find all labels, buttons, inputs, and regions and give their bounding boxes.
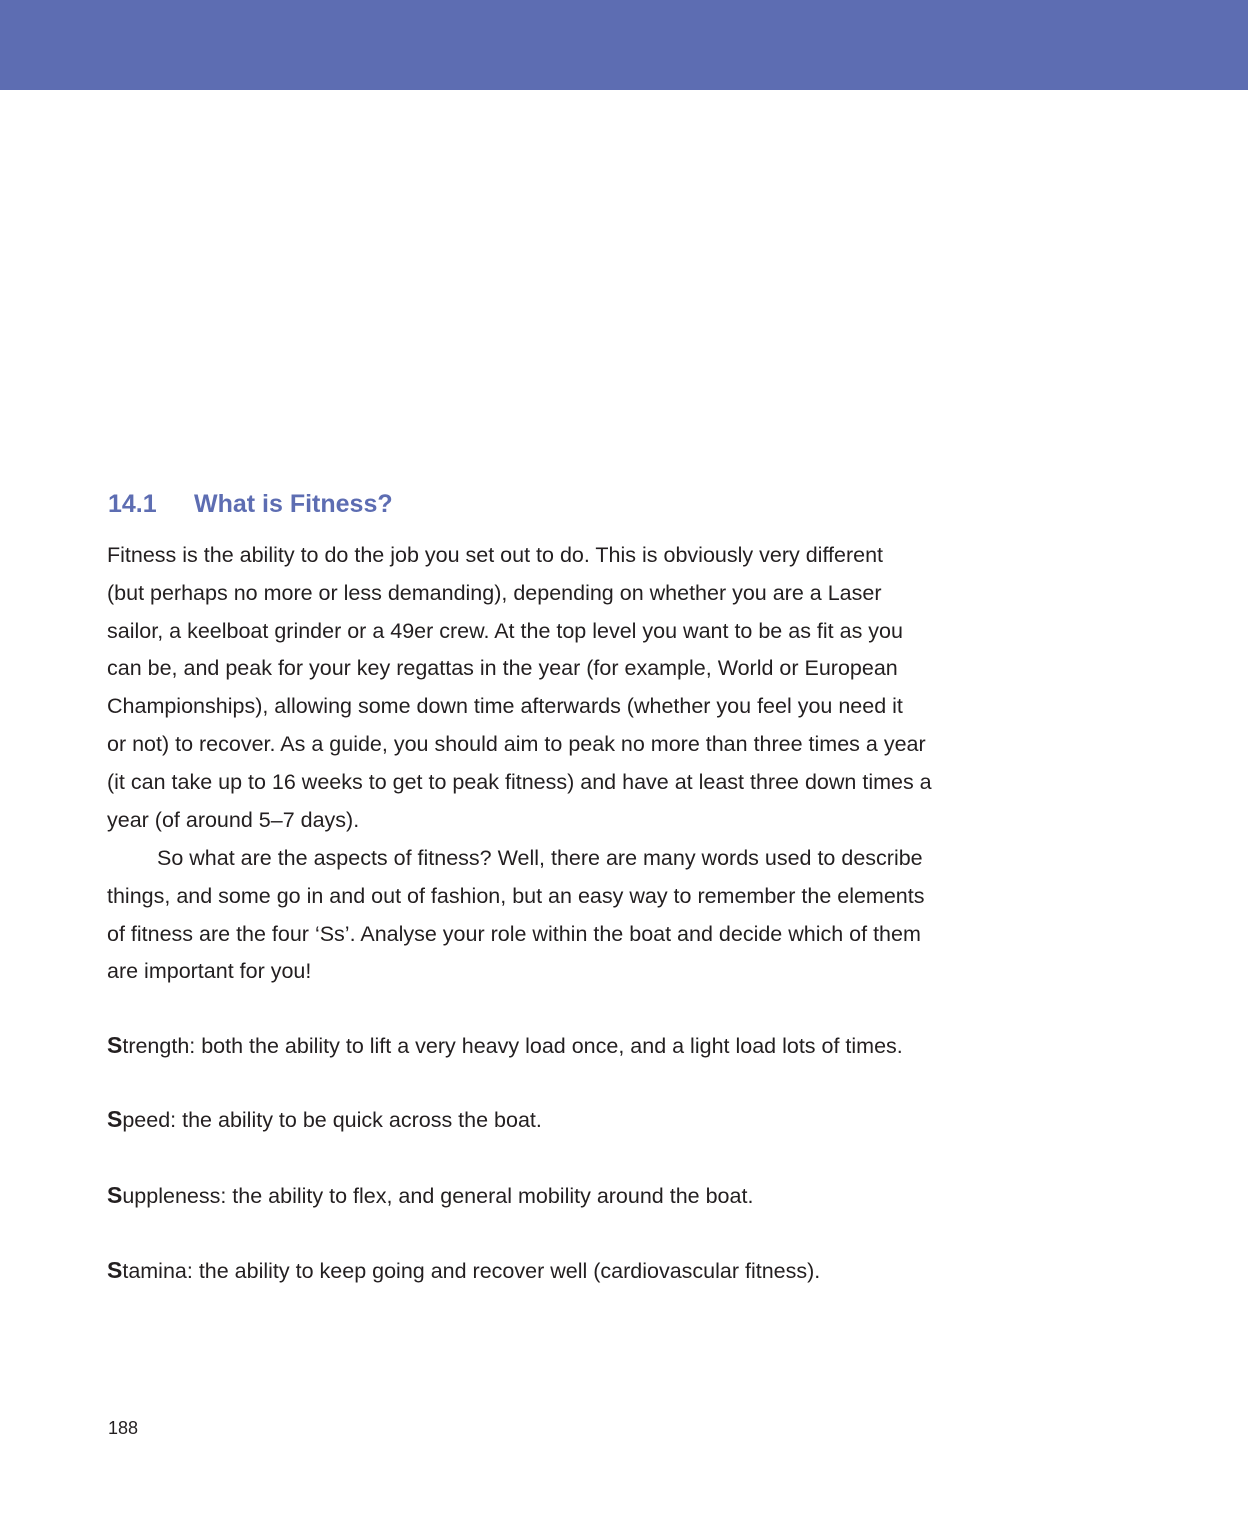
item-text: uppleness: the ability to flex, and general mobility around the boat. xyxy=(122,1184,754,1208)
text-line: year (of around 5–7 days). xyxy=(107,807,360,832)
header-band xyxy=(0,0,1248,90)
paragraph-2 xyxy=(107,840,924,991)
item-initial: S xyxy=(107,1257,123,1283)
text-line: (it can take up to 16 weeks to get to peak fitness) and have at least three down times a xyxy=(107,769,932,794)
section-heading xyxy=(108,490,393,519)
text-line: sailor, a keelboat grinder or a 49er crew. At the top level you want to be as fit as you xyxy=(107,618,903,643)
section-title: What is Fitness? xyxy=(194,490,393,518)
item-text: trength: both the ability to lift a very heavy load once, and a light load lots of times. xyxy=(122,1034,903,1058)
item-initial: S xyxy=(107,1106,123,1132)
item-initial: S xyxy=(107,1032,123,1058)
text-line: things, and some go in and out of fashion, but an easy way to remember the elements xyxy=(107,883,925,908)
text-line: Fitness is the ability to do the job you set out to do. This is obviously very different xyxy=(107,543,884,567)
item-initial: S xyxy=(107,1182,123,1208)
item-suppleness xyxy=(107,1182,753,1209)
text-line: or not) to recover. As a guide, you should aim to peak no more than three times a year xyxy=(107,731,926,756)
item-stamina xyxy=(107,1257,820,1284)
text-line: So what are the aspects of fitness? Well, there are many words used to describe xyxy=(157,846,923,870)
text-line: (but perhaps no more or less demanding), depending on whether you are a Laser xyxy=(107,580,882,605)
text-line: can be, and peak for your key regattas in the year (for example, World or European xyxy=(107,656,898,681)
section-number: 14.1 xyxy=(108,490,157,518)
item-speed xyxy=(107,1106,542,1133)
text-line: of fitness are the four ‘Ss’. Analyse your role within the boat and decide which of them xyxy=(107,921,921,946)
paragraph-1 xyxy=(107,537,932,839)
item-strength xyxy=(107,1032,903,1059)
page-number: 188 xyxy=(108,1418,139,1438)
text-line: Championships), allowing some down time afterwards (whether you feel you need it xyxy=(107,694,903,719)
text-line: are important for you! xyxy=(107,959,312,984)
item-text: peed: the ability to be quick across the boat. xyxy=(122,1108,542,1132)
item-text: tamina: the ability to keep going and recover well (cardiovascular fitness). xyxy=(122,1259,821,1283)
